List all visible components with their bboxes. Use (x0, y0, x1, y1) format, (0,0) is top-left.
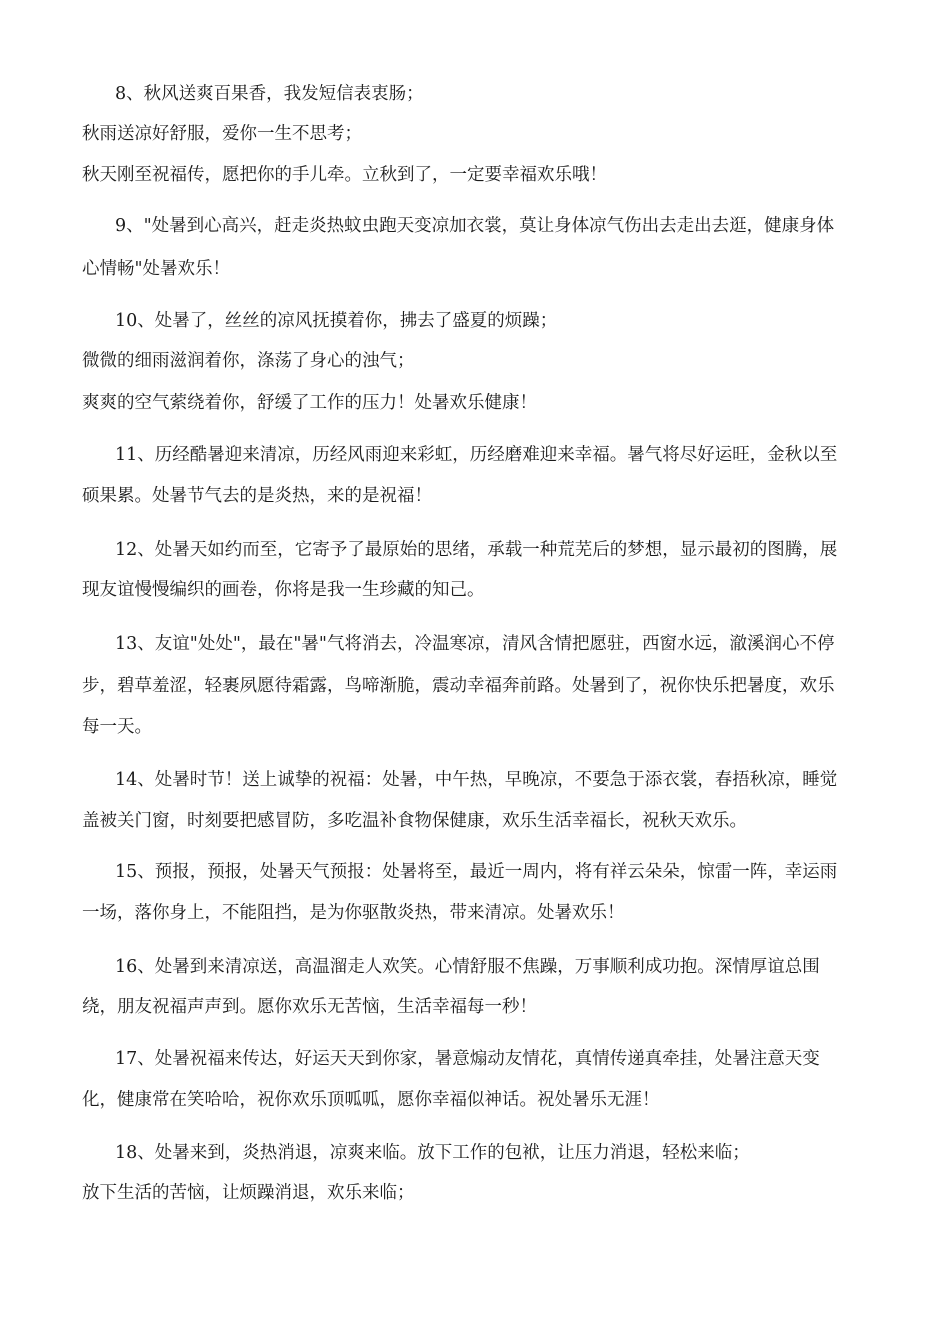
text-line: 爽爽的空气萦绕着你，舒缓了工作的压力！处暑欢乐健康！ (82, 393, 537, 413)
text-line: 步，碧草羞涩，轻裹夙愿待霜露，鸟啼渐脆，震动幸福奔前路。处暑到了，祝你快乐把暑度，欢乐 (82, 676, 835, 696)
text-line: 秋雨送凉好舒服，爱你一生不思考； (82, 124, 362, 144)
text-line: 化，健康常在笑哈哈，祝你欢乐顶呱呱，愿你幸福似神话。祝处暑乐无涯！ (82, 1090, 660, 1110)
text-line: 16、处暑到来清凉送，高温溜走人欢笑。心情舒服不焦躁，万事顺利成功抱。深情厚谊总围 (115, 957, 820, 977)
text-line: 现友谊慢慢编织的画卷，你将是我一生珍藏的知己。 (82, 580, 485, 600)
text-line: 11、历经酷暑迎来清凉，历经风雨迎来彩虹，历经磨难迎来幸福。暑气将尽好运旺，金秋以至 (115, 445, 838, 465)
text-line: 盖被关门窗，时刻要把感冒防，多吃温补食物保健康，欢乐生活幸福长，祝秋天欢乐。 (82, 811, 747, 831)
text-line: 8、秋风送爽百果香，我发短信表衷肠； (115, 84, 424, 104)
text-line: 9、"处暑到心高兴，赶走炎热蚊虫跑天变凉加衣裳，莫让身体凉气伤出去走出去逛，健康身体 (115, 216, 835, 236)
text-line: 18、处暑来到，炎热消退，凉爽来临。放下工作的包袱，让压力消退，轻松来临； (115, 1143, 750, 1163)
text-line: 微微的细雨滋润着你，涤荡了身心的浊气； (82, 351, 415, 371)
text-line: 绕，朋友祝福声声到。愿你欢乐无苦恼，生活幸福每一秒！ (82, 997, 537, 1017)
text-line: 14、处暑时节！送上诚挚的祝福：处暑，中午热，早晚凉，不要急于添衣裳，春捂秋凉，睡觉 (115, 770, 838, 790)
text-line: 一场，落你身上，不能阻挡，是为你驱散炎热，带来清凉。处暑欢乐！ (82, 903, 625, 923)
text-line: 10、处暑了，丝丝的凉风抚摸着你，拂去了盛夏的烦躁； (115, 311, 558, 331)
text-line: 放下生活的苦恼，让烦躁消退，欢乐来临； (82, 1183, 415, 1203)
text-line: 17、处暑祝福来传达，好运天天到你家，暑意煽动友情花，真情传递真牵挂，处暑注意天变 (115, 1049, 820, 1069)
text-line: 12、处暑天如约而至，它寄予了最原始的思绪，承载一种荒芜后的梦想，显示最初的图腾，展 (115, 540, 838, 560)
text-line: 秋天刚至祝福传，愿把你的手儿牵。立秋到了，一定要幸福欢乐哦！ (82, 165, 607, 185)
text-line: 13、友谊"处处"，最在"暑"气将消去，冷温寒凉，清风含情把愿驻，西窗水远，澈溪润心不停 (115, 634, 835, 654)
text-line: 硕果累。处暑节气去的是炎热，来的是祝福！ (82, 486, 432, 506)
text-line: 15、预报，预报，处暑天气预报：处暑将至，最近一周内，将有祥云朵朵，惊雷一阵，幸运雨 (115, 862, 838, 882)
text-line: 每一天。 (82, 717, 152, 737)
text-line: 心情畅"处暑欢乐！ (82, 259, 231, 279)
